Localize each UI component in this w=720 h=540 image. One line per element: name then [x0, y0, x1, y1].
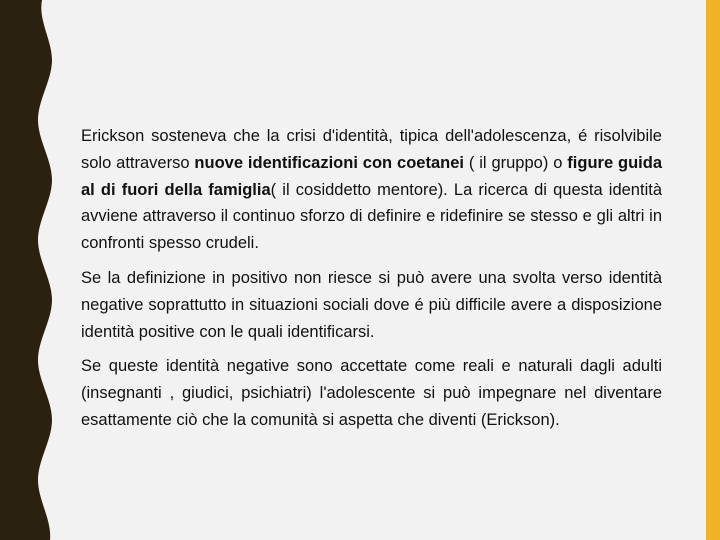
paragraph-2: Se la definizione in positivo non riesce si può avere una svolta verso identità negative soprattutto in situazioni sociali dove é più difficile avere a disposizione identità positive con le quali identificarsi. — [81, 268, 662, 341]
right-accent-bar — [706, 0, 720, 540]
paragraph-1 — [81, 123, 662, 257]
paragraph-1-bold-peers: nuove identificazioni con coetanei — [194, 153, 464, 172]
paragraph-1-text-a: Erickson sosteneva che la crisi d'identità, tipica dell'adolescenza, é risolvibile solo attraverso — [81, 127, 662, 172]
slide-body-text — [81, 123, 662, 442]
paragraph-3: Se queste identità negative sono accettate come reali e naturali dagli adulti (insegnanti , giudici, psichiatri) l'adolescente si può impegnare nel diventare esattamente ciò che la comunità si aspetta che diventi (Erickson). — [81, 357, 662, 429]
paragraph-1-bold-guides: figure guida al di fuori della famiglia — [81, 153, 663, 199]
paragraph-1-text-e: ( il cosiddetto mentore). La ricerca di questa identità avviene attraverso il continuo sforzo di definire e ridefinire se stesso e gli altri in confronti spesso crudeli. — [81, 180, 662, 253]
decorative-wavy-left-band — [0, 0, 60, 540]
paragraph-1-text-c: ( il gruppo) o — [463, 153, 568, 172]
